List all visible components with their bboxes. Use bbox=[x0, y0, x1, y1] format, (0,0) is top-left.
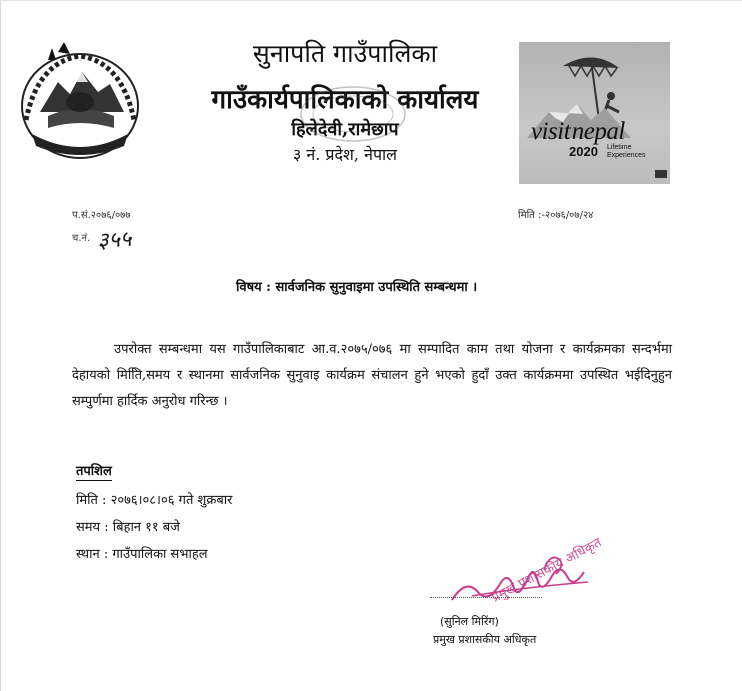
signature-line bbox=[430, 597, 542, 598]
office-name: गाउँकार्यपालिकाको कार्यालय bbox=[211, 85, 479, 115]
office-location: हिलेदेवी,रामेछाप bbox=[291, 119, 399, 140]
visit-nepal-mascot-icon bbox=[519, 42, 670, 184]
letter-date: मिति :-२०७६/०७/२४ bbox=[518, 210, 594, 221]
logo-text: visit nepal bbox=[531, 118, 625, 145]
detail-time: समय : बिहान ११ बजे bbox=[76, 520, 180, 535]
logo-tagline: Lifetime Experiences bbox=[607, 144, 646, 159]
detail-venue: स्थान : गाउँपालिका सभाहल bbox=[76, 547, 208, 562]
letter-body: उपरोक्त सम्बन्धमा यस गाउँपालिकाबाट आ.व.२०७५/०७६ मा सम्पादित काम तथा योजना र कार्यक्रमका सन्दर्भमा देहायको मितिि,समय र स्थानमा सार्वजनिक सुनुवाइ कार्यक्रम संचालन हुने भएको हुदाँ उक्त कार्यक्रममा उपस्थित भईदिनुहुन सम्पुर्णमा हार्दिक अनुरोध गरिन्छ । bbox=[72, 342, 672, 409]
detail-date: मिति : २०७६।०८।०६ गते शुक्रबार bbox=[76, 493, 233, 508]
visit-nepal-2020-logo bbox=[519, 42, 670, 184]
signatory-name: (सुनिल मिरिंग) bbox=[440, 615, 499, 628]
official-stamp: प्रमुख प्रशासकीय अधिकृत bbox=[489, 535, 605, 606]
nepal-government-emblem-icon bbox=[18, 42, 142, 160]
dispatch-number-handwritten: ३५५ bbox=[96, 226, 133, 255]
reference-number: प.सं.२०७६/०७७ bbox=[72, 210, 131, 221]
letter-subject: विषय : सार्वजनिक सुनुवाइमा उपस्थिति सम्बन्धमा । bbox=[236, 280, 478, 295]
details-heading: तपशिल bbox=[76, 464, 112, 479]
logo-year: 2020 bbox=[569, 144, 598, 159]
dispatch-number-label: च.नं. bbox=[72, 233, 91, 244]
province-country: ३ नं. प्रदेश, नेपाल bbox=[292, 145, 398, 164]
municipality-name: सुनापति गाउँपालिका bbox=[252, 39, 438, 68]
signatory-title: प्रमुख प्रशासकीय अधिकृत bbox=[433, 633, 537, 646]
faint-office-stamp-icon bbox=[298, 84, 408, 144]
